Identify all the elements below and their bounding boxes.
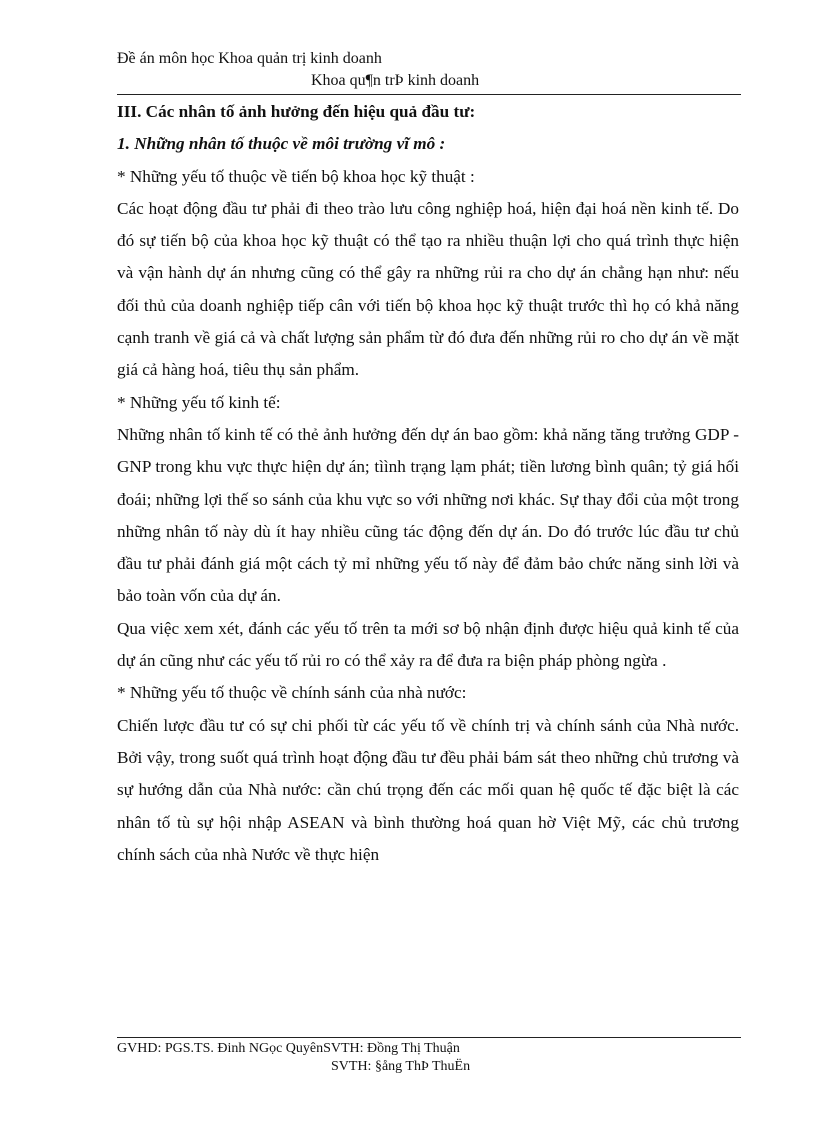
main-content	[117, 96, 739, 871]
section-heading: III. Các nhân tố ảnh hưởng đến hiệu quả đầu tư:	[117, 102, 476, 121]
bullet-tech-factors: * Những yếu tố thuộc về tiến bộ khoa học kỹ thuật :	[117, 166, 475, 186]
bullet-policy-factors: * Những yếu tố thuộc về chính sánh của nhà nước:	[117, 683, 467, 703]
footer-rule	[117, 1037, 741, 1038]
footer-student: SVTH: §ång ThÞ ThuËn	[331, 1059, 471, 1074]
section-subheading: 1. Những nhân tố thuộc về môi trường vĩ mô :	[117, 134, 446, 154]
paragraph-policy: Chiến lược đầu tư có sự chi phối từ các yếu tố về chính trị và chính sánh của Nhà nước. Bởi vậy, trong suốt quá trình hoạt động đầu tư đều phải bám sát theo những chủ trương và sự hướng dẫn của Nhà nước: cần chú trọng đến các mối quan hệ quốc tế đặc biệt là các nhân tố tù sự hội nhập ASEAN và bình thường hoá quan hờ Việt Mỹ, các chủ trương chính sách của nhà Nước về thực hiện	[117, 715, 739, 864]
paragraph-assessment: Qua việc xem xét, đánh các yếu tố trên ta mới sơ bộ nhận định được hiệu quả kinh tế của dự án cũng như các yếu tố rủi ro có thể xảy ra để đưa ra biện pháp phòng ngừa .	[117, 618, 739, 671]
paragraph-tech: Các hoạt động đầu tư phải đi theo trào lưu công nghiệp hoá, hiện đại hoá nền kinh tế. Do đó sự tiến bộ của khoa học kỹ thuật có thể tạo ra nhiều thuận lợi cho quá trình thực hiện và vận hành dự án nhưng cũng có thể gây ra những rủi ra cho dự án chẳng hạn như: nếu đối thủ của doanh nghiệp tiếp cân với tiến bộ khoa học kỹ thuật trước thì họ có khả năng cạnh tranh về giá cả và chất lượng sản phẩm từ đó đưa đến những rủi ro cho dự án về mặt giá cả hàng hoá, tiêu thụ sản phẩm.	[117, 198, 739, 380]
header-rule	[117, 94, 741, 95]
header-course-title: Đề án môn học Khoa quản trị kinh doanh	[117, 50, 382, 67]
header-faculty: Khoa qu¶n trÞ kinh doanh	[311, 72, 480, 89]
bullet-economic-factors: * Những yếu tố kinh tế:	[117, 392, 281, 412]
footer-advisor: GVHD: PGS.TS. Đinh NGọc QuyênSVTH: Đồng Thị Thuận	[117, 1041, 460, 1056]
paragraph-economic: Những nhân tố kinh tế có thẻ ảnh hưởng đến dự án bao gồm: khả năng tăng trưởng GDP - GNP trong khu vực thực hiện dự án; tìình trạng lạm phát; tiền lương bình quân; tỷ giá hối đoái; những lợi thế so sánh của khu vực so với những nơi khác. Sự thay đổi của một trong những nhân tố này dù ít hay nhiều cũng tác động đến dự án. Do đó trước lúc đầu tư chủ đầu tư phải đánh giá một cách tỷ mỉ những yếu tố này để đảm bảo chức năng sinh lời và bảo toàn vốn của dự án.	[117, 424, 739, 606]
